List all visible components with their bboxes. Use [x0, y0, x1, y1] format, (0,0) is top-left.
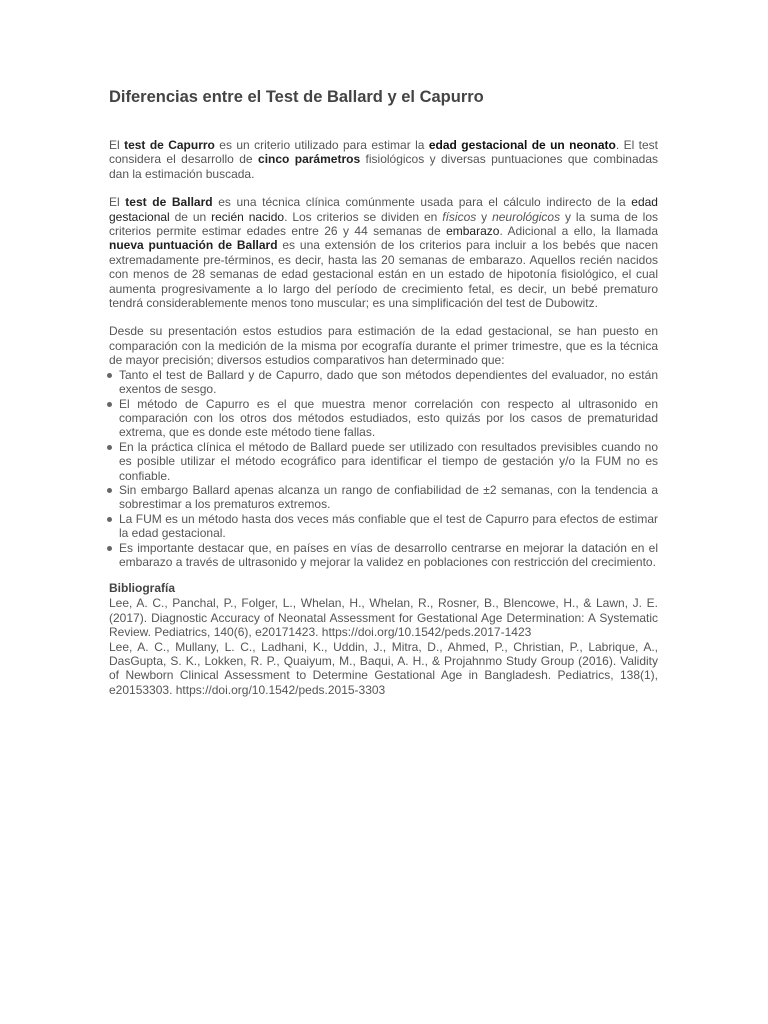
- list-item-text: En la práctica clínica el método de Ballard puede ser utilizado con resultados previsibles cuando no es posible utilizar el método ecográfico para identificar el tiempo de gestación y/o la FUM no es confiable.: [119, 439, 658, 483]
- bullet-icon: [107, 445, 112, 450]
- bullet-icon: [107, 488, 112, 493]
- p2-italic-fisicos: físicos: [442, 209, 477, 224]
- bibliography-reference: Lee, A. C., Mullany, L. C., Ladhani, K., Uddin, J., Mitra, D., Ahmed, P., Christian, P., Labrique, A., DasGupta, S. K., Lokken, R. P., Quaiyum, M., Baqui, A. H., & Projahnmo Study Group (2016). Validity of Newborn Clinical Assessment to Determine Gestational Age in Bangladesh. Pediatrics, 138(1), e20153303. https://doi.org/10.1542/peds.2015-3303: [109, 639, 658, 697]
- paragraph-comparison-intro: Desde su presentación estos estudios para estimación de la edad gestacional, se han puesto en comparación con la medición de la misma por ecografía durante el primer trimestre, que es la técnica de mayor precisión; diversos estudios comparativos han determinado que:: [109, 324, 658, 368]
- p2-text-7: . Adicional a ello, la llamada: [499, 224, 659, 239]
- p1-text-2: es un criterio utilizado para estimar la: [214, 138, 429, 152]
- paragraph-ballard: [109, 195, 658, 310]
- p1-text-5: fisiológicos y diversas puntuaciones que combinadas dan la estimación buscada.: [109, 152, 659, 181]
- bullet-icon: [107, 373, 112, 378]
- list-item: [109, 483, 658, 512]
- p2-text-4: . Los criterios se dividen en: [284, 209, 443, 224]
- list-item-text: La FUM es un método hasta dos veces más confiable que el test de Capurro para efectos de estimar la edad gestacional.: [119, 511, 658, 541]
- p1-bold-edad-gestacional: edad gestacional: [428, 138, 528, 152]
- p2-edad-gestacional: edad gestacional: [109, 195, 658, 224]
- p2-embarazo: embarazo: [446, 224, 500, 239]
- bibliography-reference: Lee, A. C., Panchal, P., Folger, L., Whelan, H., Whelan, R., Rosner, B., Blencowe, H., & Lawn, J. E. (2017). Diagnostic Accuracy of Neonatal Assessment for Gestational Age Determination: A Systematic Review. Pediatrics, 140(6), e20171423. https://doi.org/10.1542/peds.2017-1423: [109, 596, 658, 640]
- list-item-text: Tanto el test de Ballard y de Capurro, dado que son métodos dependientes del evaluador, no están exentos de sesgo.: [119, 367, 658, 397]
- p2-text-6: y la suma de los criterios permite estimar edades entre 26 y 44 semanas de: [109, 209, 658, 239]
- list-item-text: Es importante destacar que, en países en vías de desarrollo centrarse en mejorar la datación en el embarazo a través de ultrasonido y mejorar la validez en poblaciones con restricción del crecimiento.: [119, 540, 658, 569]
- findings-list: [109, 368, 658, 570]
- list-item: [109, 440, 658, 483]
- p2-recien-nacido: recién nacido: [211, 209, 285, 224]
- bullet-icon: [107, 546, 112, 551]
- list-item: [109, 512, 658, 541]
- p1-text-1: El: [109, 138, 125, 152]
- p1-text-4: . El test considera el desarrollo de: [109, 138, 658, 167]
- p2-text-2: es una técnica clínica comúnmente usada para el cálculo indirecto de la: [212, 195, 632, 210]
- p2-text-5: y: [476, 209, 493, 224]
- list-item-text: Sin embargo Ballard apenas alcanza un rango de confiabilidad de ±2 semanas, con la tendencia a sobrestimar a los prematuros extremos.: [119, 482, 658, 512]
- p2-italic-neurologicos: neurológicos: [492, 209, 561, 224]
- document-title: Diferencias entre el Test de Ballard y el Capurro: [109, 88, 484, 106]
- list-item: [109, 541, 658, 570]
- p2-bold-nueva-puntuacion: nueva puntuación de Ballard: [109, 238, 278, 253]
- document-page: [109, 86, 658, 697]
- p2-text-3: de un: [169, 209, 212, 224]
- bullet-icon: [107, 402, 112, 407]
- p2-text-1: El: [109, 195, 126, 210]
- list-item: [109, 397, 658, 440]
- paragraph-capurro: [109, 138, 658, 181]
- p1-bold-test-capurro: test de Capurro: [124, 138, 215, 152]
- list-item-text: El método de Capurro es el que muestra menor correlación con respecto al ultrasonido en comparación con los otros dos métodos estudiados, esto quizás por los casos de prematuridad extrema, que es donde este método tiene fallas.: [119, 396, 658, 440]
- p1-bold-cinco-parametros: cinco parámetros: [258, 152, 361, 167]
- list-item: [109, 368, 658, 397]
- bullet-icon: [107, 517, 112, 522]
- p2-text-8: es una extensión de los criterios para incluir a los bebés que nacen extremadamente pre-términos, es decir, hasta las 20 semanas de embarazo. Aquellos recién nacidos con menos de 28 semanas de edad gestacional están en un estado de hipotonía fisiológico, el cual aumenta progresivamente a lo largo del período de crecimiento fetal, es decir, un bebé prematuro tendrá considerablemente menos tono muscular; es una simplificación del test de Dubowitz.: [109, 238, 658, 311]
- p1-bold-de-un-neonato: de un neonato: [531, 138, 616, 152]
- p2-bold-test-ballard: test de Ballard: [125, 195, 213, 210]
- bibliography-heading: Bibliografía: [109, 581, 176, 596]
